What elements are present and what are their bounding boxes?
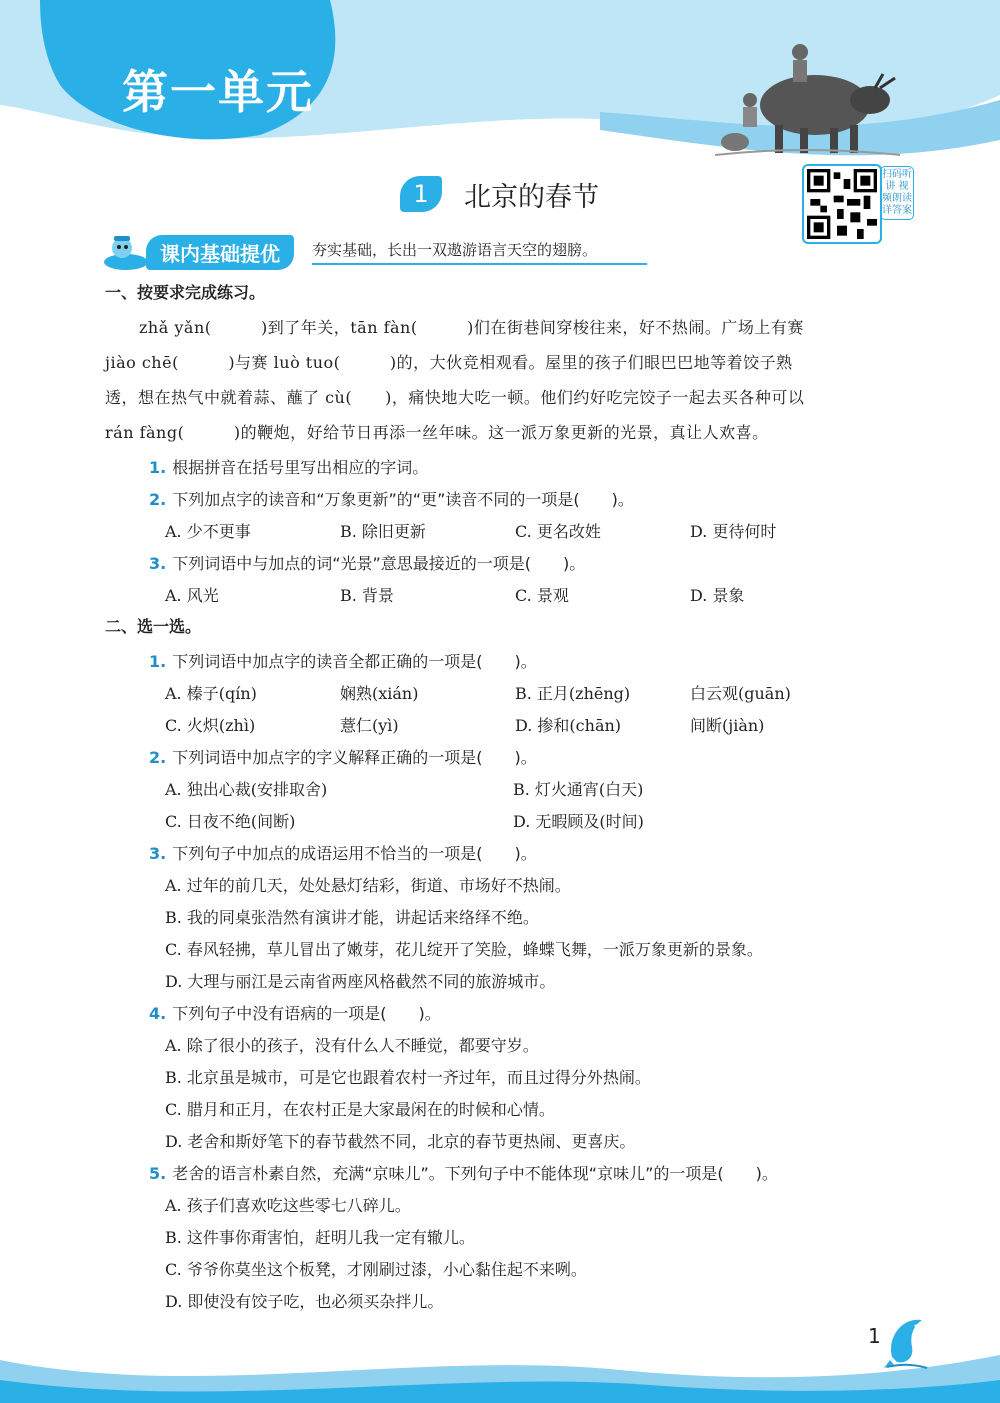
banner-label: 课内基础提优 [146,235,294,270]
option: 娴熟(xián) [340,684,419,703]
ox-illustration-icon [705,30,905,160]
option[interactable]: B. 除旧更新 [340,522,426,541]
option[interactable]: C. 景观 [515,586,569,605]
question [149,742,915,774]
option[interactable]: D. 大理与丽江是云南省两座风格截然不同的旅游城市。 [165,972,556,991]
question-number: 2. [149,748,167,767]
passage-line: 透，想在热气中就着蒜、蘸了 cù( )，痛快地大吃一顿。他们约好吃完饺子一起去买各种可以 [105,388,805,407]
option[interactable]: B. 灯火通宵(白天) [513,780,644,799]
option[interactable]: A. 少不更事 [165,522,251,541]
option[interactable]: C. 腊月和正月，在农村正是大家最闲在的时候和心情。 [165,1100,555,1119]
footer-wave [0,1330,1000,1403]
options-row [165,710,915,742]
section-banner [100,232,647,272]
option[interactable]: C. 火炽(zhì) [165,716,256,735]
option[interactable]: A. 独出心裁(安排取舍) [165,780,328,799]
question [149,484,915,516]
question-number: 2. [149,490,167,509]
question [149,998,915,1030]
option[interactable]: B. 这件事你甭害怕，赶明儿我一定有辙儿。 [165,1228,475,1247]
option: 薏仁(yì) [340,716,399,735]
option[interactable]: D. 掺和(chān) [515,716,622,735]
lesson-number-badge: 1 [400,176,442,212]
option[interactable]: A. 除了很小的孩子，没有什么人不睡觉，都要守岁。 [165,1036,539,1055]
option[interactable]: A. 榛子(qín) [165,684,257,703]
question-text: 下列句子中没有语病的一项是( )。 [172,1004,441,1023]
option[interactable]: B. 北京虽是城市，可是它也跟着农村一齐过年，而且过得分外热闹。 [165,1068,651,1087]
passage-line: rán fàng( )的鞭炮，好给节日再添一丝年味。这一派万象更新的光景，真让人欢喜。 [105,423,769,442]
section-heading: 二、选一选。 [105,617,202,636]
option[interactable]: A. 过年的前几天，处处悬灯结彩，街道、市场好不热闹。 [165,876,571,895]
option[interactable]: D. 更待何时 [690,522,777,541]
option[interactable]: D. 无暇顾及(时间) [513,812,644,831]
question-text: 下列句子中加点的成语运用不恰当的一项是( )。 [172,844,537,863]
banner-motto: 夯实基础，长出一双遨游语言天空的翅膀。 [312,239,647,265]
lesson-title: 北京的春节 [464,181,599,213]
page-number: 1 [868,1324,881,1348]
option[interactable]: C. 更名改姓 [515,522,601,541]
question-text: 下列词语中加点字的字义解释正确的一项是( )。 [172,748,537,767]
option[interactable]: D. 老舍和斯妤笔下的春节截然不同，北京的春节更热闹、更喜庆。 [165,1132,636,1151]
lesson-header [400,174,599,214]
options-row [165,678,915,710]
question-number: 1. [149,652,167,671]
question [149,1158,915,1190]
qr-label: 扫码听讲 视频朗读 详答案 [880,166,914,220]
option[interactable]: B. 正月(zhēng) [515,684,631,703]
options-row [165,516,915,548]
option[interactable]: D. 即使没有饺子吃，也必须买杂拌儿。 [165,1292,444,1311]
unit-title: 第一单元 [122,65,314,119]
question [149,548,915,580]
section-heading: 一、按要求完成练习。 [105,283,266,302]
question-text: 下列加点字的读音和“万象更新”的“更”读音不同的一项是( )。 [172,490,634,509]
qr-code[interactable] [802,164,882,244]
question-number: 4. [149,1004,167,1023]
option[interactable]: D. 景象 [690,586,745,605]
question-number: 3. [149,554,167,573]
option[interactable]: B. 背景 [340,586,394,605]
options-row [165,774,915,806]
question-number: 1. [149,458,167,477]
question [149,838,915,870]
question-number: 3. [149,844,167,863]
passage-line: jiào chē( )与赛 luò tuo( )的，大伙竞相观看。屋里的孩子们眼巴巴地等着饺子熟 [105,353,793,372]
dolphin-icon [882,1312,932,1372]
options-row [165,806,915,838]
question-text: 下列词语中与加点的词“光景”意思最接近的一项是( )。 [172,554,586,573]
question-text: 老舍的语言朴素自然，充满“京味儿”。下列句子中不能体现“京味儿”的一项是( )。 [172,1164,778,1183]
question-text: 根据拼音在括号里写出相应的字词。 [172,458,429,477]
qr-code-icon [807,169,877,239]
option[interactable]: C. 爷爷你莫坐这个板凳，才刚刷过漆，小心黏住起不来咧。 [165,1260,587,1279]
passage-line: zhǎ yǎn( )到了年关，tān fàn( )们在街巷间穿梭往来，好不热闹。广场上有赛 [139,318,804,337]
passage [105,312,915,448]
question-text: 下列词语中加点字的读音全都正确的一项是( )。 [172,652,537,671]
option[interactable]: B. 我的同桌张浩然有演讲才能，讲起话来络绎不绝。 [165,908,539,927]
option[interactable]: A. 风光 [165,586,219,605]
question [149,452,915,484]
option[interactable]: A. 孩子们喜欢吃这些零七八碎儿。 [165,1196,411,1215]
exercise-content [105,280,915,1318]
option: 间断(jiàn) [690,716,765,735]
mascot-icon [100,232,152,272]
question [149,646,915,678]
option: 白云观(guān) [690,684,791,703]
question-number: 5. [149,1164,167,1183]
option[interactable]: C. 春风轻拂，草儿冒出了嫩芽，花儿绽开了笑脸，蜂蝶飞舞，一派万象更新的景象。 [165,940,763,959]
option[interactable]: C. 日夜不绝(间断) [165,812,296,831]
options-row [165,580,915,612]
